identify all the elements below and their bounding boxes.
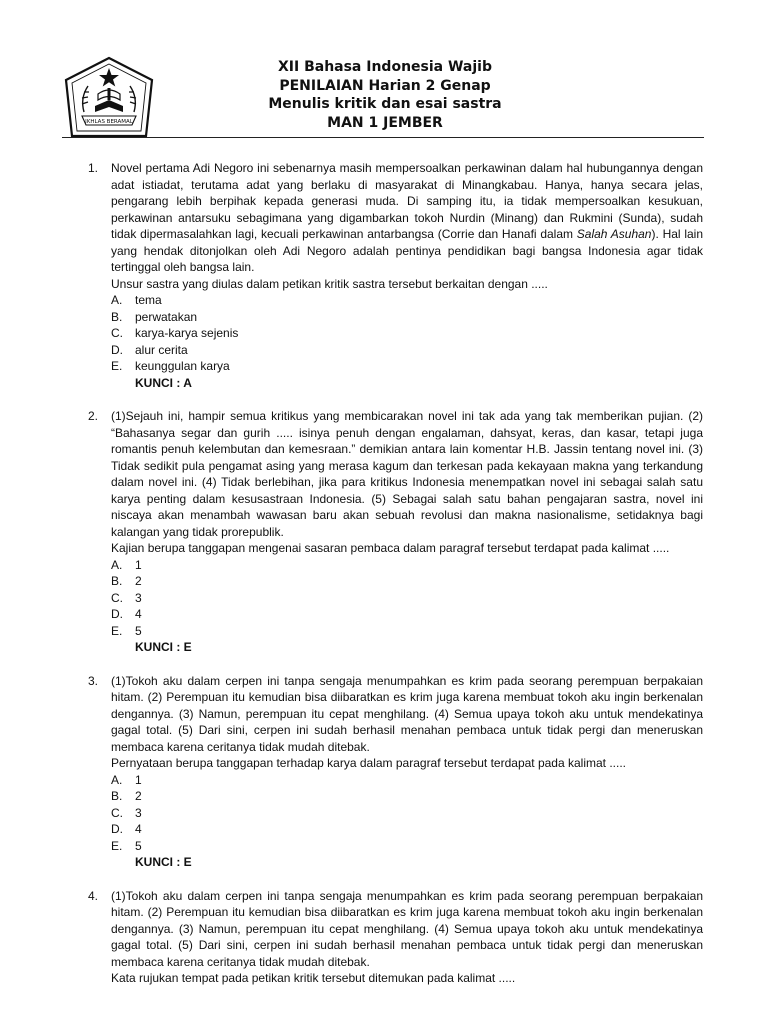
answer-key: KUNCI : E: [135, 640, 192, 654]
answer-option-c: C. 3: [111, 590, 142, 605]
question-1: [86, 160, 703, 391]
question-prompt: Unsur sastra yang diulas dalam petikan kritik sastra tersebut berkaitan dengan .....: [111, 276, 548, 291]
answer-options: [111, 292, 703, 375]
answer-option-a: A. tema: [111, 293, 162, 307]
answer-option-e: E. keunggulan karya: [111, 359, 230, 373]
answer-option-b: B. perwatakan: [111, 309, 198, 324]
question-prompt: Pernyataan berupa tanggapan terhadap karya dalam paragraf tersebut terdapat pada kalimat .....: [111, 756, 627, 770]
answer-option-d: D. alur cerita: [111, 342, 188, 357]
question-passage: Novel pertama Adi Negoro ini sebenarnya masih mempersoalkan perkawinan dalam hal hubungannya dengan adat istiadat, terutama adat yang berlaku di masyarakat di Minangkabau. Hanya, hanya secara jelas, pengarang lebih berpihak kepada generasi muda. Di samping itu, ia tidak mempersoalkan kesukuan, perkawinan antarsuku sebagimana yang digambarkan tokoh Nurdin (Minang) dan Rukmini (Sunda), sudah tidak dipermasalahkan lagi, kecuali perkawinan antarbangsa (Corrie dan Hanafi dalam Salah Asuhan). Hal lain yang hendak ditonjolkan oleh Adi Negoro adalah pentinya pendidikan bagi bangsa Indonesia agar tidak tertinggal oleh bangsa lain.: [111, 161, 704, 274]
question-list: [86, 160, 703, 1004]
answer-option-e: E. 5: [111, 623, 142, 638]
answer-option-b: B. 2: [111, 789, 142, 803]
answer-options: [111, 557, 703, 640]
question-prompt: Kata rujukan tempat pada petikan kritik tersebut ditemukan pada kalimat .....: [111, 971, 516, 985]
emblem-banner-text: IKHLAS BERAMAL: [85, 119, 133, 125]
answer-option-b: B. 2: [111, 574, 142, 588]
answer-option-e: E. 5: [111, 838, 142, 853]
question-passage: (1)Tokoh aku dalam cerpen ini tanpa sengaja menumpahkan es krim pada seorang perempuan berpakaian hitam. (2) Perempuan itu kemudian bisa diibaratkan es krim juga karena membuat tokoh aku ingin berkenalan dengannya. (3) Namun, perempuan itu cepat menghilang. (4) Semua upaya tokoh aku untuk mendekatinya gagal total. (5) Dari sini, cerpen ini sudah berhasil menahan pembaca untuk tidak pergi dan meneruskan membaca karena ceritanya tidak mudah ditebak.: [111, 888, 703, 969]
question-passage: (1)Tokoh aku dalam cerpen ini tanpa sengaja menumpahkan es krim pada seorang perempuan berpakaian hitam. (2) Perempuan itu kemudian bisa diibaratkan es krim juga karena membuat tokoh aku ingin berkenalan dengannya. (3) Namun, perempuan itu cepat menghilang. (4) Semua upaya tokoh aku untuk mendekatinya gagal total. (5) Dari sini, cerpen ini sudah berhasil menahan pembaca untuk tidak pergi dan meneruskan membaca karena ceritanya tidak mudah ditebak.: [111, 673, 703, 754]
subject-title: XII Bahasa Indonesia Wajib: [277, 59, 492, 75]
question-passage: (1)Sejauh ini, hampir semua kritikus yang membicarakan novel ini tak ada yang tak memberikan pujian. (2) “Bahasanya segar dan gurih ..... isinya penuh dengan engalaman, dahsyat, keras, dan kasar, tetapi juga romantis penuh kelembutan dan kemesraan.” demikian antara lain komentar H.B. Jassin tentang novel ini. (3) Tidak sedikit pula pengamat asing yang merasa kagum dan terkesan pada kekayaan makna yang terkandung dalam novel ini. (4) Tidak berlebihan, jika para kritikus Indonesia menempatkan novel ini sebagai salah satu karya penting dalam kesusastraan Indonesia. (5) Sebagai salah satu bahan pengajaran sastra, novel ini niscaya akan menambah wawasan baru akan sebuah revolusi dan makna nasionalisme, setidaknya bagi kalangan yang tidak prorepublik.: [111, 409, 703, 539]
answer-options: [111, 772, 703, 855]
question-4: [86, 888, 703, 987]
question-number: 3.: [88, 673, 99, 688]
header-divider: [62, 137, 704, 138]
question-number: 1.: [88, 161, 99, 175]
novel-title-italic: Salah Asuhan: [576, 227, 652, 241]
school-name: MAN 1 JEMBER: [327, 114, 443, 131]
question-number: 2.: [88, 409, 99, 423]
topic-title: Menulis kritik dan esai sastra: [268, 96, 502, 112]
answer-option-d: D. 4: [111, 822, 142, 836]
answer-option-c: C. karya-karya sejenis: [111, 326, 239, 340]
document-header: [220, 58, 550, 132]
answer-option-d: D. 4: [111, 607, 142, 621]
question-number: 4.: [88, 888, 99, 903]
answer-option-c: C. 3: [111, 805, 142, 820]
question-2: [86, 408, 703, 656]
answer-option-a: A. 1: [111, 557, 142, 572]
question-prompt: Kajian berupa tanggapan mengenai sasaran pembaca dalam paragraf tersebut terdapat pada kalimat .....: [111, 541, 670, 555]
kemenag-emblem-icon: [62, 56, 156, 140]
answer-option-a: A. 1: [111, 772, 142, 787]
question-3: [86, 673, 703, 871]
answer-key: KUNCI : E: [135, 855, 192, 869]
assessment-title: PENILAIAN Harian 2 Genap: [279, 77, 491, 94]
answer-key: KUNCI : A: [135, 375, 192, 390]
